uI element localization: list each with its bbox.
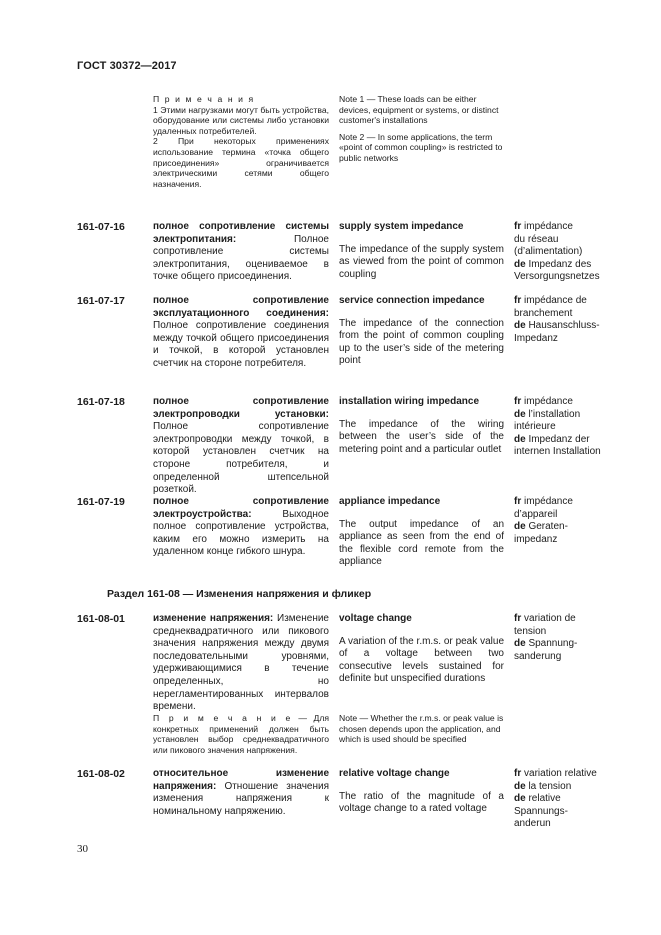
language-code: de bbox=[514, 780, 526, 792]
entry-number: 161-07-18 bbox=[77, 396, 125, 408]
en-text: The ratio of the magnitude of a voltage change to a rated voltage bbox=[339, 790, 504, 815]
fr-line: d’appareil bbox=[514, 508, 558, 520]
de-line: internen Installation bbox=[514, 446, 601, 458]
en-text: The impedance of the supply system as viewed from the point of common coupling bbox=[339, 243, 504, 280]
de-line: Versorgungsnetzes bbox=[514, 271, 600, 283]
fr-line: fr impédance bbox=[514, 221, 573, 232]
language-code: fr bbox=[514, 496, 522, 507]
ru-text: Выходное полное сопротивление устройства, каким его можно измерить на удаленном конце гибкого шнура. bbox=[153, 508, 329, 558]
fr-line: fr impédance de bbox=[514, 295, 587, 306]
fr-line: (d’alimentation) bbox=[514, 246, 583, 258]
en-term: appliance impedance bbox=[339, 496, 441, 507]
fr-line: fr variation de bbox=[514, 613, 576, 624]
de-line: de Hausanschluss- bbox=[514, 320, 600, 332]
fr-line: du réseau bbox=[514, 233, 559, 245]
language-code: fr bbox=[514, 221, 522, 232]
en-definition bbox=[339, 221, 504, 281]
en-definition bbox=[339, 613, 504, 686]
de-line: Impedanz bbox=[514, 332, 558, 344]
ru-term: полное сопротивление электроустройства: bbox=[153, 496, 329, 520]
ru-definition bbox=[153, 496, 329, 559]
entry-number: 161-08-02 bbox=[77, 768, 125, 780]
note-heading: П р и м е ч а н и я bbox=[153, 94, 255, 104]
en-term: relative voltage change bbox=[339, 768, 450, 779]
en-definition bbox=[339, 396, 504, 456]
fr-line: tension bbox=[514, 625, 547, 637]
de-line: sanderung bbox=[514, 650, 562, 662]
fr-line: de l’installation bbox=[514, 408, 581, 420]
de-line: de Impedanz des bbox=[514, 258, 592, 270]
en-text: The impedance of the wiring between the user’s side of the metering point and a particular outlet bbox=[339, 418, 504, 455]
entry-number: 161-07-19 bbox=[77, 496, 125, 508]
language-code: de bbox=[514, 320, 526, 332]
fr-de-equivalents bbox=[514, 396, 629, 459]
intro-note-en bbox=[339, 94, 504, 170]
de-line: de Spannung- bbox=[514, 638, 578, 650]
note-item: Note 2 — In some applications, the term «point of common coupling» is restricted to public networks bbox=[339, 131, 503, 163]
ru-text: Изменение среднеквадратичного или пикового значения напряжения между двумя последовательными уровнями, удерживающимися в течение определенных, но нерегламентированных интервалов времени. bbox=[153, 613, 329, 713]
intro-note-ru bbox=[153, 94, 329, 189]
language-code: de bbox=[514, 521, 526, 533]
en-definition bbox=[339, 496, 504, 569]
de-line: de relative bbox=[514, 793, 561, 805]
ru-term: полное сопротивление эксплуатационного соединения: bbox=[153, 295, 329, 319]
ru-term: относительное изменение напряжения: bbox=[153, 768, 329, 792]
ru-term: полное сопротивление системы электропитания: bbox=[153, 221, 329, 245]
language-code: fr bbox=[514, 295, 522, 306]
de-line: de Impedanz der bbox=[514, 433, 590, 445]
fr-de-equivalents bbox=[514, 295, 629, 345]
ru-text: Полное сопротивление электропроводки между точкой, в которой установлен счетчик на стороне потребителя, и определенной штепсельной розеткой. bbox=[153, 421, 329, 496]
note-text: — Для конкретных применений должен быть установлен выбор среднеквадратичного или пикового значения напряжения. bbox=[153, 713, 330, 755]
fr-line: fr variation relative bbox=[514, 768, 597, 779]
note-item: Note 1 — These loads can be either devices, equipment or systems, or distinct customer's installations bbox=[339, 94, 499, 126]
en-text: The impedance of the connection from the point of common coupling up to the user’s side of the metering point bbox=[339, 317, 504, 367]
en-note: Note — Whether the r.m.s. or peak value is chosen depends upon the application, and which is used should be specified bbox=[339, 713, 504, 745]
note-item: 1 Этими нагрузками могут быть устройства, оборудование или системы либо установки удаленных потребителей. bbox=[153, 104, 329, 136]
language-code: fr bbox=[514, 768, 522, 779]
en-term: voltage change bbox=[339, 613, 412, 624]
ru-definition bbox=[153, 613, 329, 714]
fr-line: fr impédance bbox=[514, 496, 573, 507]
language-code: fr bbox=[514, 396, 522, 407]
de-line: anderun bbox=[514, 818, 551, 830]
fr-de-equivalents bbox=[514, 768, 629, 831]
document-header: ГОСТ 30372—2017 bbox=[77, 60, 177, 72]
ru-term: полное сопротивление электропроводки установки: bbox=[153, 396, 329, 420]
fr-line: de la tension bbox=[514, 780, 572, 792]
ru-note bbox=[153, 713, 329, 755]
en-term: supply system impedance bbox=[339, 221, 464, 232]
entry-number: 161-07-16 bbox=[77, 221, 125, 233]
ru-text: Полное сопротивление системы электропитания, оцениваемое в точке общего присоединения. bbox=[153, 233, 329, 283]
section-title: Раздел 161-08 — Изменения напряжения и фликер bbox=[107, 588, 372, 600]
fr-line: branchement bbox=[514, 307, 573, 319]
de-line: Spannungs- bbox=[514, 805, 568, 817]
fr-de-equivalents bbox=[514, 496, 629, 546]
entry-number: 161-08-01 bbox=[77, 613, 125, 625]
en-text: A variation of the r.m.s. or peak value of a voltage between two consecutive levels sustained for definite but unspecified durations bbox=[339, 635, 504, 685]
fr-line: intérieure bbox=[514, 421, 556, 433]
language-code: de bbox=[514, 793, 526, 805]
fr-line: fr impédance bbox=[514, 396, 573, 407]
de-line: impedanz bbox=[514, 533, 558, 545]
en-text: The output impedance of an appliance as seen from the end of the flexible cord remote from the appliance bbox=[339, 518, 504, 568]
language-code: de bbox=[514, 408, 526, 420]
ru-text: Полное сопротивление соединения между точкой общего присоединения и точкой, в которой установлен счетчик на стороне потребителя. bbox=[153, 320, 329, 369]
ru-definition bbox=[153, 396, 329, 497]
en-definition bbox=[339, 295, 504, 368]
language-code: de bbox=[514, 433, 526, 445]
ru-definition bbox=[153, 295, 329, 371]
ru-text: Отношение значения изменения напряжения к номинальному напряжению. bbox=[153, 780, 329, 817]
note-item: 2 При некоторых применениях использование термина «точка общего присоединения» ограничивается электрическими сетями общего назначения. bbox=[153, 136, 329, 189]
en-term: service connection impedance bbox=[339, 295, 485, 306]
ru-term: изменение напряжения: bbox=[153, 613, 274, 624]
page-number: 30 bbox=[77, 843, 88, 855]
note-label: П р и м е ч а н и е bbox=[153, 713, 292, 723]
ru-definition bbox=[153, 768, 329, 818]
entry-number: 161-07-17 bbox=[77, 295, 125, 307]
en-definition bbox=[339, 768, 504, 816]
de-line: de Geraten- bbox=[514, 521, 568, 533]
ru-definition bbox=[153, 221, 329, 284]
en-term: installation wiring impedance bbox=[339, 396, 480, 407]
language-code: de bbox=[514, 258, 526, 270]
fr-de-equivalents bbox=[514, 221, 629, 284]
language-code: fr bbox=[514, 613, 522, 624]
fr-de-equivalents bbox=[514, 613, 629, 663]
language-code: de bbox=[514, 638, 526, 650]
